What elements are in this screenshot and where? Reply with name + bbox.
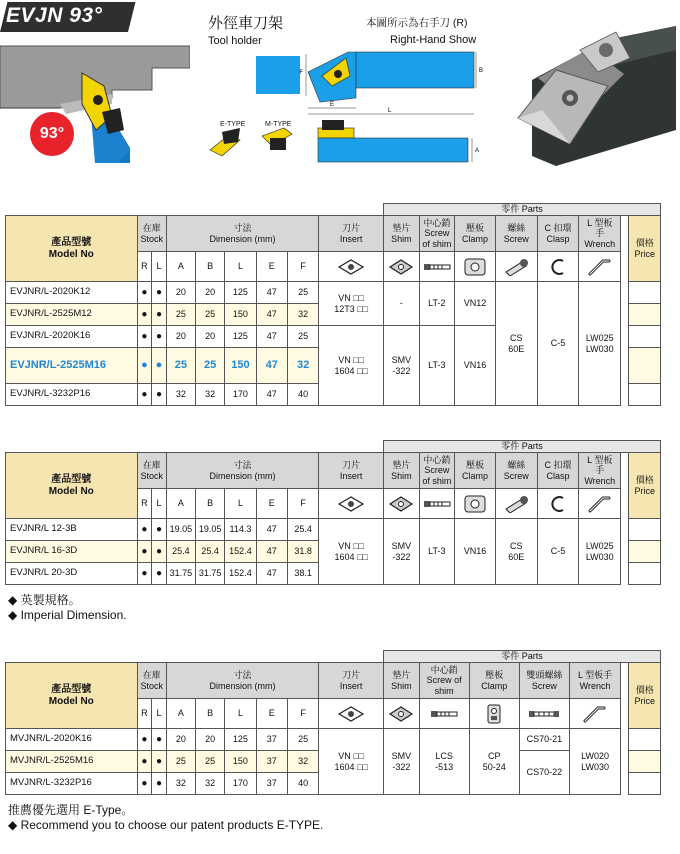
screw-header: 螺絲 Screw	[495, 216, 537, 252]
dim-e: 47	[256, 304, 287, 326]
dim-len: 125	[225, 326, 256, 348]
stock-l: ●	[152, 751, 167, 773]
clamp-icon	[462, 257, 488, 277]
price-cell	[629, 729, 661, 751]
stock-r: ●	[137, 519, 152, 541]
model-cell: EVJNR/L-2525M16	[6, 348, 138, 384]
dim-label-a: A	[475, 148, 480, 154]
col-e: E	[256, 699, 287, 729]
parts-header: 零件 Parts	[384, 441, 661, 453]
dim-a: 20	[166, 729, 195, 751]
right-hand-caption-zh: 本圖所示為右手刀 (R)	[366, 17, 468, 29]
col-b: B	[196, 252, 225, 282]
dim-b: 20	[196, 729, 225, 751]
col-a: A	[166, 252, 195, 282]
screw-of-shim-icon-cell	[419, 699, 469, 729]
dim-len: 170	[225, 384, 256, 406]
dim-a: 20	[166, 282, 195, 304]
page-title: EVJN 93°	[6, 4, 103, 27]
col-e: E	[256, 489, 287, 519]
stock-r: ●	[137, 384, 152, 406]
screw-icon	[502, 495, 530, 513]
parts-header: 零件 Parts	[384, 204, 661, 216]
wrench-icon-cell	[579, 252, 621, 282]
price-cell	[629, 751, 661, 773]
col-f: F	[287, 489, 318, 519]
stock-l: ●	[152, 773, 167, 795]
m-type-label: M-TYPE	[265, 121, 292, 128]
dim-len: 150	[225, 751, 256, 773]
screw-cell: CS 60E	[495, 282, 537, 406]
dim-e: 47	[256, 326, 287, 348]
price-cell	[629, 773, 661, 795]
dim-label-e: E	[330, 102, 335, 108]
insert-header: 刀片 Insert	[319, 663, 384, 699]
wrench-icon	[587, 257, 613, 277]
price-cell	[629, 326, 661, 348]
screw-of-shim-icon	[422, 498, 452, 510]
dim-a: 25	[166, 304, 195, 326]
dim-b: 31.75	[196, 563, 225, 585]
shim-cell: SMV -322	[384, 729, 420, 795]
wrench-cell: LW020 LW030	[569, 729, 620, 795]
holder-top-view-drawing	[248, 46, 488, 118]
dim-f: 32	[287, 304, 318, 326]
e-type-note-zh: 推薦優先選用 E-Type。	[8, 803, 134, 817]
dim-b: 25	[196, 304, 225, 326]
stock-l: ●	[152, 541, 167, 563]
stock-r: ●	[137, 326, 152, 348]
dim-f: 32	[287, 751, 318, 773]
insert-header: 刀片 Insert	[319, 216, 384, 252]
dimension-header: 寸法 Dimension (mm)	[166, 663, 318, 699]
imperial-note-zh: ◆ 英製規格。	[8, 593, 81, 607]
wrench-cell: LW025 LW030	[579, 519, 621, 585]
stock-r: ●	[137, 563, 152, 585]
price-cell	[629, 282, 661, 304]
dim-a: 32	[166, 384, 195, 406]
double-screw-cell: CS70-22	[519, 751, 569, 795]
dim-e: 47	[256, 282, 287, 304]
shim-header: 墊片 Shim	[384, 663, 420, 699]
screw-of-shim-icon-cell	[419, 252, 455, 282]
stock-r: ●	[137, 773, 152, 795]
price-cell	[629, 563, 661, 585]
screw-of-shim-icon	[422, 261, 452, 273]
clasp-cell: C-5	[537, 519, 579, 585]
dim-f: 25	[287, 282, 318, 304]
dim-f: 25.4	[287, 519, 318, 541]
stock-header: 在庫 Stock	[137, 663, 166, 699]
screw-of-shim-header: 中心銷 Screw of shim	[419, 216, 455, 252]
angle-badge: 93°	[30, 112, 74, 156]
model-cell: MVJNR/L-3232P16	[6, 773, 138, 795]
dim-f: 25	[287, 326, 318, 348]
model-cell: MVJNR/L-2525M16	[6, 751, 138, 773]
stock-l: ●	[152, 384, 167, 406]
clasp-cell: C-5	[537, 282, 579, 406]
price-header: 價格 Price	[629, 453, 661, 519]
col-a: A	[166, 699, 195, 729]
model-header: 產品型號 Model No	[6, 453, 138, 519]
evjn-spec-table	[5, 203, 661, 406]
dim-f: 32	[287, 348, 318, 384]
stock-header: 在庫 Stock	[137, 216, 166, 252]
dim-b: 20	[196, 326, 225, 348]
dim-f: 40	[287, 384, 318, 406]
clasp-icon	[548, 494, 568, 514]
screw-of-shim-cell: LT-2	[419, 282, 455, 326]
dim-f: 40	[287, 773, 318, 795]
clamp-icon	[462, 494, 488, 514]
dim-e: 47	[256, 348, 287, 384]
clasp-icon-cell	[537, 489, 579, 519]
dim-a: 32	[166, 773, 195, 795]
dim-f: 31.8	[287, 541, 318, 563]
dim-e: 47	[256, 519, 287, 541]
insert-cell: VN □□ 1604 □□	[319, 326, 384, 406]
dim-a: 31.75	[166, 563, 195, 585]
price-cell	[629, 541, 661, 563]
wrench-icon	[582, 704, 608, 724]
insert-icon	[337, 259, 365, 275]
wrench-icon-cell	[579, 489, 621, 519]
col-r: R	[137, 699, 152, 729]
clasp-icon-cell	[537, 252, 579, 282]
model-cell: EVJNR/L-2020K12	[6, 282, 138, 304]
stock-r: ●	[137, 729, 152, 751]
col-f: F	[287, 252, 318, 282]
screw-icon-cell	[495, 252, 537, 282]
clamp-header: 壓板 Clamp	[455, 216, 496, 252]
stock-l: ●	[152, 348, 167, 384]
dim-b: 20	[196, 282, 225, 304]
insert-icon	[337, 496, 365, 512]
dim-len: 152.4	[225, 563, 256, 585]
col-r: R	[137, 489, 152, 519]
col-len: L	[225, 489, 256, 519]
model-cell: EVJNR/L-2525M12	[6, 304, 138, 326]
clamp-cell: VN16	[455, 519, 496, 585]
dim-label-l: L	[388, 108, 392, 114]
dim-len: 125	[225, 282, 256, 304]
screw-icon-cell	[495, 489, 537, 519]
dim-a: 20	[166, 326, 195, 348]
evjn-imperial-spec-table	[5, 440, 661, 585]
col-l: L	[152, 699, 167, 729]
dim-label-b: B	[479, 68, 484, 74]
clamp-header: 壓板 Clamp	[455, 453, 496, 489]
screw-of-shim-cell: LT-3	[419, 519, 455, 585]
stock-r: ●	[137, 304, 152, 326]
imperial-note-en: ◆ Imperial Dimension.	[8, 608, 127, 622]
dim-len: 114.3	[225, 519, 256, 541]
dim-a: 25.4	[166, 541, 195, 563]
col-a: A	[166, 489, 195, 519]
right-hand-caption-en: Right-Hand Show	[390, 34, 477, 46]
holder-caption-en: Tool holder	[208, 35, 262, 47]
double-screw-icon	[527, 708, 561, 720]
clasp-header: C 扣環 Clasp	[537, 453, 579, 489]
dim-b: 25	[196, 348, 225, 384]
stock-r: ●	[137, 751, 152, 773]
dim-len: 125	[225, 729, 256, 751]
dim-b: 25	[196, 751, 225, 773]
col-l: L	[152, 252, 167, 282]
wrench-header: L 型板 手 Wrench	[579, 453, 621, 489]
clamp-icon-cell	[455, 489, 496, 519]
clamp-header: 壓板 Clamp	[469, 663, 519, 699]
dim-e: 47	[256, 563, 287, 585]
col-len: L	[225, 252, 256, 282]
col-l: L	[152, 489, 167, 519]
double-screw-cell: CS70-21	[519, 729, 569, 751]
model-cell: EVJNR/L 12-3B	[6, 519, 138, 541]
stock-l: ●	[152, 519, 167, 541]
shim-cell: SMV -322	[384, 326, 420, 406]
col-b: B	[196, 489, 225, 519]
e-type-note-en: ◆ Recommend you to choose our patent products E-TYPE.	[8, 818, 324, 832]
dim-a: 25	[166, 348, 195, 384]
stock-l: ●	[152, 282, 167, 304]
col-e: E	[256, 252, 287, 282]
dim-b: 19.05	[196, 519, 225, 541]
dim-f: 25	[287, 729, 318, 751]
stock-r: ●	[137, 282, 152, 304]
stock-header: 在庫 Stock	[137, 453, 166, 489]
table-row	[6, 729, 661, 751]
shim-icon	[388, 259, 414, 275]
insert-icon	[337, 706, 365, 722]
price-header: 價格 Price	[629, 663, 661, 729]
screw-of-shim-icon-cell	[419, 489, 455, 519]
double-screw-icon-cell	[519, 699, 569, 729]
dimension-header: 寸法 Dimension (mm)	[166, 216, 318, 252]
clamp-icon-cell	[469, 699, 519, 729]
insert-cell: VN □□ 1604 □□	[319, 729, 384, 795]
parts-header: 零件 Parts	[384, 651, 661, 663]
dim-e: 47	[256, 384, 287, 406]
insert-cell: VN □□ 12T3 □□	[319, 282, 384, 326]
dimension-header: 寸法 Dimension (mm)	[166, 453, 318, 489]
wrench-header: L 型板 手 Wrench	[579, 216, 621, 252]
dim-len: 170	[225, 773, 256, 795]
col-len: L	[225, 699, 256, 729]
clamp-cell: VN16	[455, 326, 496, 406]
model-cell: EVJNR/L-2020K16	[6, 326, 138, 348]
clasp-header: C 扣環 Clasp	[537, 216, 579, 252]
clamp-cell: VN12	[455, 282, 496, 326]
clamp-icon	[484, 703, 504, 725]
clasp-icon	[548, 257, 568, 277]
shim-header: 墊片 Shim	[384, 453, 420, 489]
dim-len: 150	[225, 348, 256, 384]
screw-icon	[502, 258, 530, 276]
table-row	[6, 519, 661, 541]
model-cell: EVJNR/L-3232P16	[6, 384, 138, 406]
mvjn-spec-table	[5, 650, 661, 795]
holder-angle-illustration	[0, 38, 190, 163]
wrench-icon	[587, 494, 613, 514]
insert-header: 刀片 Insert	[319, 453, 384, 489]
insert-cell: VN □□ 1604 □□	[319, 519, 384, 585]
stock-l: ●	[152, 304, 167, 326]
model-cell: EVJNR/L 16-3D	[6, 541, 138, 563]
price-cell	[629, 384, 661, 406]
col-b: B	[196, 699, 225, 729]
holder-side-view-drawing	[200, 118, 490, 168]
shim-header: 墊片 Shim	[384, 216, 420, 252]
dim-f: 38.1	[287, 563, 318, 585]
double-screw-header: 雙頭螺絲 Screw	[519, 663, 569, 699]
table-row	[6, 282, 661, 304]
dim-e: 37	[256, 773, 287, 795]
insert-icon-cell	[319, 489, 384, 519]
wrench-cell: LW025 LW030	[579, 282, 621, 406]
insert-icon-cell	[319, 699, 384, 729]
screw-cell: CS 60E	[495, 519, 537, 585]
wrench-icon-cell	[569, 699, 620, 729]
holder-product-photo	[498, 6, 676, 166]
model-cell: EVJNR/L 20-3D	[6, 563, 138, 585]
shim-icon-cell	[384, 699, 420, 729]
dim-e: 37	[256, 751, 287, 773]
shim-cell: SMV -322	[384, 519, 420, 585]
stock-l: ●	[152, 563, 167, 585]
screw-of-shim-header: 中心銷 Screw of shim	[419, 453, 455, 489]
dim-len: 152.4	[225, 541, 256, 563]
model-cell: MVJNR/L-2020K16	[6, 729, 138, 751]
shim-icon-cell	[384, 489, 420, 519]
screw-of-shim-cell: LCS -513	[419, 729, 469, 795]
stock-r: ●	[137, 348, 152, 384]
col-f: F	[287, 699, 318, 729]
price-header: 價格 Price	[629, 216, 661, 282]
screw-of-shim-cell: LT-3	[419, 326, 455, 406]
dim-a: 25	[166, 751, 195, 773]
shim-cell: -	[384, 282, 420, 326]
price-cell	[629, 348, 661, 384]
clamp-icon-cell	[455, 252, 496, 282]
clamp-cell: CP 50-24	[469, 729, 519, 795]
holder-caption-zh: 外徑車刀架	[208, 15, 284, 32]
dim-b: 25.4	[196, 541, 225, 563]
dim-e: 47	[256, 541, 287, 563]
stock-r: ●	[137, 541, 152, 563]
e-type-label: E-TYPE	[220, 121, 246, 128]
insert-icon-cell	[319, 252, 384, 282]
stock-l: ●	[152, 326, 167, 348]
screw-of-shim-header: 中心銷 Screw of shim	[419, 663, 469, 699]
dim-a: 19.05	[166, 519, 195, 541]
shim-icon-cell	[384, 252, 420, 282]
dim-len: 150	[225, 304, 256, 326]
price-cell	[629, 304, 661, 326]
dim-b: 32	[196, 384, 225, 406]
dim-b: 32	[196, 773, 225, 795]
wrench-header: L 型板手 Wrench	[569, 663, 620, 699]
model-header: 產品型號 Model No	[6, 216, 138, 282]
shim-icon	[388, 496, 414, 512]
screw-of-shim-icon	[429, 708, 459, 720]
price-cell	[629, 519, 661, 541]
col-r: R	[137, 252, 152, 282]
stock-l: ●	[152, 729, 167, 751]
screw-header: 螺絲 Screw	[495, 453, 537, 489]
dim-e: 37	[256, 729, 287, 751]
dim-label-f: F	[299, 70, 303, 76]
model-header: 產品型號 Model No	[6, 663, 138, 729]
shim-icon	[388, 706, 414, 722]
